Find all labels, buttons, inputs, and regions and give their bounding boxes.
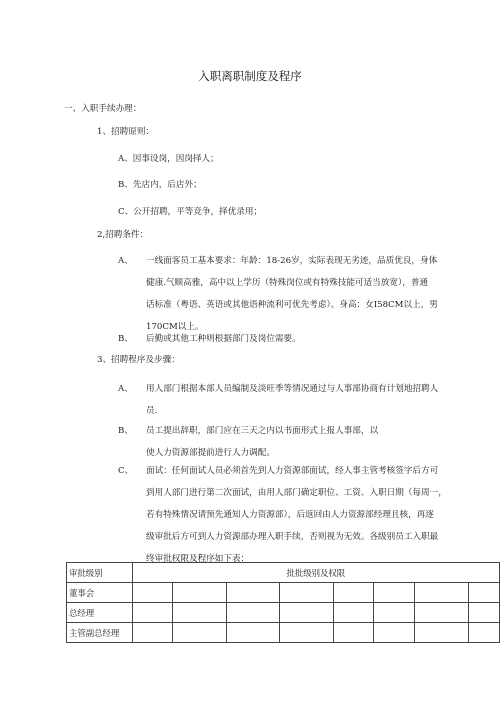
principle-c: C、公开招聘，平等竞争，择优录用； (118, 207, 263, 217)
table-header-row (67, 563, 500, 583)
table-cell (374, 583, 415, 603)
table-cell (468, 623, 499, 643)
step-b-text (146, 420, 476, 464)
step-a-label: A、 (118, 384, 133, 394)
table-row-label: 董事会 (67, 583, 133, 603)
table-row (67, 623, 500, 643)
table-cell (173, 603, 227, 623)
table-cell (414, 623, 468, 643)
table-cell (132, 623, 173, 643)
condition-a-label: A、 (118, 256, 133, 266)
step-c-line: 到用人部门进行第二次面试，由用人部门确定职位、工资、入职日期（每周一， (146, 488, 447, 498)
step-c-line: 面试：任何面试人员必须首先到人力资源部面试，经人事主管考核签字后方可 (146, 466, 439, 476)
table-header-right: 批批级别及权限 (132, 563, 499, 583)
table-cell (226, 583, 279, 603)
table-cell (173, 583, 227, 603)
table-cell (279, 623, 333, 643)
table-cell (132, 603, 173, 623)
condition-a-line: 一线面客员工基本要求：年龄：18-26岁，实际表现无劣迹，品质优良，身体 (146, 256, 438, 266)
subheading-recruitment-procedure: 3、招聘程序及步骤： (97, 355, 180, 365)
table-cell (333, 623, 374, 643)
table-row-label: 主管副总经理 (67, 623, 133, 643)
table-header-left: 审批级别 (67, 563, 133, 583)
condition-b-text (146, 328, 476, 350)
condition-a-line: 话标准（粤语、英语或其他语种流利可优先考虑）。身高：女I58CM以上，男 (146, 300, 438, 310)
condition-a-line: 健康.气顺高雅，高中以上学历（特殊岗位或有特殊技能可适当放宽），普通 (146, 278, 429, 288)
table-cell (374, 603, 415, 623)
condition-b-line: 后勤或其他工种则根据部门及岗位需要。 (146, 334, 301, 344)
table-cell (468, 583, 499, 603)
table-cell (279, 583, 333, 603)
step-c-line: 若有特殊情况请预先通知人力资源部），后返回由人力资源部经理且核，再逐 (146, 510, 434, 520)
table-cell (333, 583, 374, 603)
step-c-line: 级审批后方可到人力资源部办理入职手续，否则视为无效。各级别员工入职最 (146, 532, 439, 542)
subheading-recruitment-principles: 1、招聘原则： (97, 127, 155, 137)
table-cell (226, 623, 279, 643)
condition-a-line: 170CM以上。 (146, 322, 204, 332)
table-cell (333, 603, 374, 623)
table-row (67, 583, 500, 603)
subheading-recruitment-conditions: 2,招聘条件： (97, 230, 149, 240)
table-cell (226, 603, 279, 623)
step-a-line: 员. (146, 406, 158, 416)
step-c-label: C、 (118, 466, 134, 476)
table-row-label: 总经理 (67, 603, 133, 623)
step-c-line: 终审批权限及程序如下表： (146, 554, 250, 564)
condition-b-label: B、 (118, 334, 133, 344)
condition-a-text (146, 250, 476, 338)
document-title: 入职离职制度及程序 (198, 69, 302, 83)
step-a-text (146, 378, 476, 422)
approval-table (66, 562, 500, 643)
step-a-line: 用人部门根据本部人员编制及淡旺季等情况通过与人事部协商有计划地招聘人 (146, 384, 439, 394)
table-cell (132, 583, 173, 603)
step-b-label: B、 (118, 426, 133, 436)
section-heading-onboarding: 一、入职手续办理： (64, 104, 142, 114)
table-cell (468, 603, 499, 623)
table-cell (414, 603, 468, 623)
principle-a: A、因事设岗，因岗择人； (118, 154, 219, 164)
step-b-line: 使人力资源部提前进行人力调配。 (146, 448, 275, 458)
table-cell (279, 603, 333, 623)
step-c-text (146, 460, 476, 570)
principle-b: B、先店内，后店外； (118, 180, 202, 190)
step-b-line: 员工提出辞职，部门应在三天之内以书面形式上报人事部，以 (146, 426, 379, 436)
table-cell (173, 623, 227, 643)
table-cell (374, 623, 415, 643)
table-cell (414, 583, 468, 603)
table-row (67, 603, 500, 623)
